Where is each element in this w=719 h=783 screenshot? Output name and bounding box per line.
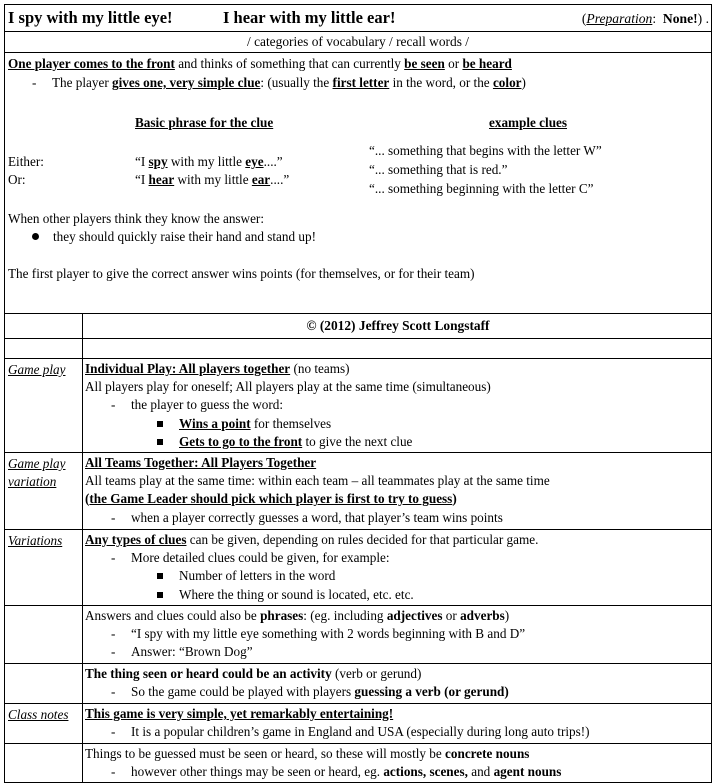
text-go-front: Gets to go to the front [179, 433, 303, 449]
phrases-line: Answer: “Brown Dog” [131, 644, 253, 660]
text: (no teams) [290, 361, 350, 376]
text: in the word, or the [389, 75, 493, 90]
text-color: color [492, 75, 522, 90]
text-wins-point: Wins a point [179, 415, 251, 431]
nouns-row [5, 744, 711, 782]
when-text: When other players think they know the answer: [8, 211, 264, 226]
text: ) [452, 491, 457, 507]
text: or [442, 608, 461, 623]
notes-content: This game is very simple, yet remarkably entertaining! - It is a popular children’s game in England and USA (especially during long auto trips!) [83, 704, 711, 743]
text-adverbs: adverbs [460, 608, 505, 623]
blank-cell [83, 339, 711, 358]
phrases-row [5, 606, 711, 664]
text: with my little [174, 172, 252, 187]
or-label: Or: [8, 172, 26, 187]
title-left: I spy with my little eye! [8, 8, 173, 27]
square-bullet-icon [157, 573, 163, 579]
example-clue-2: “... something that is red.” [369, 162, 508, 177]
text: So the game could be played with players [131, 684, 355, 700]
label-line: variation [8, 474, 57, 489]
raise-text: they should quickly raise their hand and stand up! [53, 229, 316, 244]
variation-line: when a player correctly guesses a word, that player’s team wins points [131, 509, 503, 525]
text-eye: eye [245, 154, 264, 169]
text: to give the next clue [302, 433, 413, 449]
text: can be given, depending on rules decided for that particular game. [186, 532, 539, 547]
text-be-seen: be seen [404, 56, 445, 71]
gameplay-content: Individual Play: All players together (no teams) All players play for oneself; All players play at the same time (simultaneous) - the player to guess the word: Wins a point for themselves Gets to go to the front to give the next clue [83, 359, 711, 452]
notes-row [5, 704, 711, 744]
variations-content: Any types of clues can be given, depending on rules decided for that particular game. - More detailed clues could be given, for example: Number of letters in the word Where the thing or sound is located, etc. etc. [85, 532, 539, 602]
examples-heading: example clues [489, 115, 568, 130]
variations-heading: Any types of clues [85, 532, 187, 547]
variation-heading: All Teams Together: All Players Together [85, 455, 317, 470]
intro-line-2: - The player gives one, very simple clue: (usually the first letter in the word, or the color) [32, 75, 526, 90]
variations-line: More detailed clues could be given, for example: [131, 550, 390, 566]
phrase-heading: Basic phrase for the clue [135, 115, 274, 130]
blank-label [5, 606, 83, 663]
phrase-spy [135, 153, 283, 171]
variations-label: Variations [5, 530, 83, 605]
gameplay-label: Game play [5, 359, 83, 452]
phrases-line: “I spy with my little eye something with 2 words beginning with B and D” [131, 626, 526, 642]
either-label: Either: [8, 154, 44, 169]
gameplay-line: the player to guess the word: [131, 397, 283, 413]
text: ( [85, 491, 90, 507]
nouns-content: Things to be guessed must be seen or heard, so these will mostly be concrete nouns - however other things may be seen or heard, eg. actions, scenes, and agent nouns [85, 746, 562, 780]
variation-row [5, 453, 711, 530]
notes-label: Class notes [5, 704, 83, 743]
game-sheet [4, 4, 712, 783]
text: however other things may be seen or heard, eg. [131, 764, 384, 780]
text: or [444, 56, 463, 71]
title-bar [5, 5, 711, 32]
blank-label [5, 339, 83, 358]
intro-line-1 [8, 55, 512, 73]
text: : (usually the [260, 75, 333, 90]
blank-label [5, 314, 83, 338]
text-first-letter: first letter [332, 75, 390, 90]
variations-line: Where the thing or sound is located, etc. etc. [179, 586, 414, 602]
copyright: © (2012) Jeffrey Scott Longstaff [306, 318, 490, 333]
blank-label [5, 664, 83, 703]
text-adjectives: adjectives [386, 608, 443, 623]
text-agent-nouns: agent nouns [493, 764, 562, 780]
text: ) [521, 75, 526, 90]
variation-content: All Teams Together: All Players Together All teams play at the same time: within each team – all teammates play at the same time (the Game Leader should pick which player is first to try to guess) - when a player correctly guesses a word, that player’s team wins points [83, 453, 711, 529]
text: and thinks of something that can currently [174, 56, 405, 71]
square-bullet-icon [157, 439, 163, 445]
phrases-content: Answers and clues could also be phrases: (eg. including adjectives or adverbs) - “I spy with my little eye something with 2 words beginning with B and D” - Answer: “Brown Dog” [85, 608, 526, 660]
example-clue-1: “... something that begins with the letter W” [369, 143, 602, 158]
variation-line: All teams play at the same time: within each team – all teammates play at the same time [85, 473, 550, 489]
preparation-label: Preparation [586, 11, 653, 26]
activity-content: The thing seen or heard could be an activity (verb or gerund) - So the game could be played with players guessing a verb (or gerund) [85, 666, 509, 700]
text-phrases: phrases [260, 608, 304, 623]
blank-label [5, 744, 83, 782]
intro-section [5, 53, 711, 314]
bullet-icon [32, 233, 39, 240]
text: ....” [263, 154, 283, 169]
text-be-heard: be heard [462, 56, 512, 71]
text-game-leader: the Game Leader should pick which player is first to try to guess [89, 491, 453, 507]
text: ....” [270, 172, 290, 187]
text-one-player: One player comes to the front [8, 56, 175, 71]
text: for themselves [250, 415, 332, 431]
text: “I [135, 154, 149, 169]
text: and [467, 764, 494, 780]
subtitle: / categories of vocabulary / recall words / [5, 32, 711, 53]
raise-bullet [32, 228, 316, 246]
text-activity: The thing seen or heard could be an activity [85, 666, 332, 681]
text: : (eg. including [303, 608, 387, 623]
title-middle: I hear with my little ear! [223, 8, 396, 27]
text: (verb or gerund) [331, 666, 422, 681]
phrase-hear [135, 171, 289, 189]
text-ear: ear [251, 172, 271, 187]
text-guessing-verb: guessing a verb (or gerund) [354, 684, 509, 700]
variations-line: Number of letters in the word [179, 568, 336, 584]
spacer-row [5, 339, 711, 359]
square-bullet-icon [157, 421, 163, 427]
text: Things to be guessed must be seen or heard, so these will mostly be [85, 746, 446, 761]
text-simple-clue: gives one, very simple clue [112, 75, 261, 90]
activity-row [5, 664, 711, 704]
text: Answers and clues could also be [85, 608, 261, 623]
text: “I [135, 172, 149, 187]
text-actions-scenes: actions, scenes, [383, 764, 468, 780]
gameplay-heading: Individual Play: All players together [85, 361, 291, 376]
winner-text: The first player to give the correct answer wins points (for themselves, or for their team) [8, 266, 475, 281]
preparation-note: (Preparation: None!) . [581, 11, 709, 26]
example-clue-3: “... something beginning with the letter C” [369, 181, 594, 196]
copyright-row [5, 314, 711, 339]
gameplay-line: All players play for oneself; All players play at the same time (simultaneous) [85, 379, 491, 395]
gameplay-row [5, 359, 711, 453]
text-hear: hear [148, 172, 175, 187]
text: ) [504, 608, 510, 623]
text: with my little [167, 154, 246, 169]
text-concrete-nouns: concrete nouns [445, 746, 530, 761]
text-spy: spy [148, 154, 168, 169]
text: The player [52, 75, 113, 90]
variation-label [5, 453, 83, 529]
notes-line: It is a popular children’s game in England and USA (especially during long auto trips!) [131, 724, 590, 740]
variations-row [5, 530, 711, 606]
notes-heading: This game is very simple, yet remarkably entertaining! [85, 706, 394, 721]
square-bullet-icon [157, 592, 163, 598]
preparation-value: None! [662, 11, 698, 26]
label-line: Game play [8, 456, 66, 471]
